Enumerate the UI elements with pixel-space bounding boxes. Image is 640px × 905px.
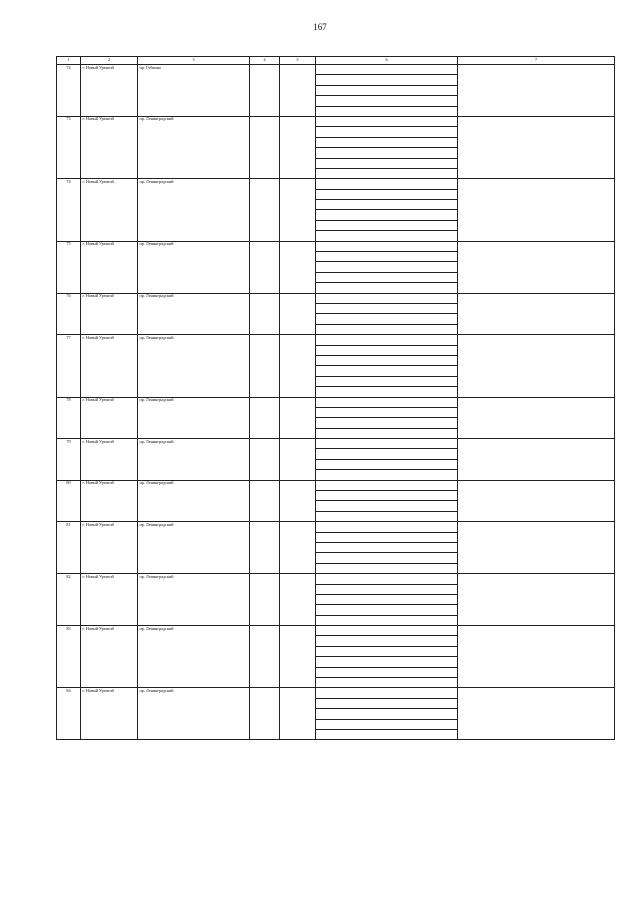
work-item-cell — [316, 439, 458, 449]
table-row — [57, 688, 615, 698]
year-cell — [280, 439, 316, 481]
work-item-cell — [316, 428, 458, 438]
work-item-cell — [316, 397, 458, 407]
work-item-cell — [316, 65, 458, 75]
code-cell — [458, 335, 615, 397]
row-number: 76 — [57, 293, 81, 335]
column-number: 3 — [138, 57, 250, 65]
year-cell — [280, 293, 316, 335]
work-item-cell — [316, 646, 458, 656]
work-item-cell — [316, 116, 458, 126]
work-item-cell — [316, 200, 458, 210]
street-cell: пр. Ленинградский — [138, 397, 250, 439]
work-item-cell — [316, 293, 458, 303]
work-item-cell — [316, 314, 458, 324]
work-item-cell — [316, 491, 458, 501]
year-cell — [280, 522, 316, 574]
work-item-cell — [316, 449, 458, 459]
code-cell — [458, 116, 615, 178]
year-cell — [280, 688, 316, 740]
code-cell — [458, 626, 615, 688]
code-cell — [458, 439, 615, 481]
work-item-cell — [316, 407, 458, 417]
work-item-cell — [316, 283, 458, 293]
house-cell — [250, 116, 280, 178]
work-item-cell — [316, 324, 458, 334]
work-item-cell — [316, 626, 458, 636]
city-cell: г. Новый Уренгой — [81, 335, 138, 397]
street-cell: пр. Ленинградский — [138, 688, 250, 740]
row-number: 79 — [57, 439, 81, 481]
work-item-cell — [316, 262, 458, 272]
work-item-cell — [316, 137, 458, 147]
table-row — [57, 480, 615, 490]
row-number: 75 — [57, 241, 81, 293]
table-row — [57, 241, 615, 251]
city-cell: г. Новый Уренгой — [81, 241, 138, 293]
work-item-cell — [316, 511, 458, 521]
work-item-cell — [316, 158, 458, 168]
work-item-cell — [316, 387, 458, 397]
row-number: 78 — [57, 397, 81, 439]
year-cell — [280, 626, 316, 688]
work-item-cell — [316, 418, 458, 428]
code-cell — [458, 241, 615, 293]
row-number: 73 — [57, 116, 81, 178]
table-row — [57, 293, 615, 303]
city-cell: г. Новый Уренгой — [81, 397, 138, 439]
street-cell: пр. Ленинградский — [138, 480, 250, 522]
table-row — [57, 335, 615, 345]
table-row — [57, 522, 615, 532]
work-item-cell — [316, 636, 458, 646]
work-item-cell — [316, 376, 458, 386]
house-cell — [250, 65, 280, 117]
year-cell — [280, 65, 316, 117]
work-item-cell — [316, 106, 458, 116]
work-item-cell — [316, 615, 458, 625]
work-item-cell — [316, 85, 458, 95]
year-cell — [280, 241, 316, 293]
row-number: 82 — [57, 574, 81, 626]
table-row — [57, 116, 615, 126]
row-number: 83 — [57, 626, 81, 688]
year-cell — [280, 335, 316, 397]
street-cell: пр. Ленинградский — [138, 241, 250, 293]
code-cell — [458, 65, 615, 117]
work-item-cell — [316, 272, 458, 282]
work-item-cell — [316, 303, 458, 313]
code-cell — [458, 688, 615, 740]
work-item-cell — [316, 688, 458, 698]
code-cell — [458, 574, 615, 626]
city-cell: г. Новый Уренгой — [81, 65, 138, 117]
work-item-cell — [316, 730, 458, 740]
city-cell: г. Новый Уренгой — [81, 116, 138, 178]
house-cell — [250, 179, 280, 241]
code-cell — [458, 480, 615, 522]
house-cell — [250, 335, 280, 397]
work-item-cell — [316, 553, 458, 563]
work-item-cell — [316, 480, 458, 490]
house-cell — [250, 293, 280, 335]
street-cell: пр. Ленинградский — [138, 522, 250, 574]
city-cell: г. Новый Уренгой — [81, 574, 138, 626]
work-item-cell — [316, 532, 458, 542]
work-item-cell — [316, 127, 458, 137]
work-item-cell — [316, 355, 458, 365]
work-item-cell — [316, 75, 458, 85]
work-item-cell — [316, 210, 458, 220]
row-number: 74 — [57, 179, 81, 241]
column-number: 1 — [57, 57, 81, 65]
house-cell — [250, 241, 280, 293]
city-cell: г. Новый Уренгой — [81, 688, 138, 740]
row-number: 81 — [57, 522, 81, 574]
table-row — [57, 65, 615, 75]
code-cell — [458, 179, 615, 241]
street-cell: пр. Ленинградский — [138, 439, 250, 481]
work-item-cell — [316, 709, 458, 719]
work-item-cell — [316, 335, 458, 345]
work-item-cell — [316, 459, 458, 469]
work-item-cell — [316, 698, 458, 708]
work-item-cell — [316, 563, 458, 573]
code-cell — [458, 397, 615, 439]
work-item-cell — [316, 470, 458, 480]
year-cell — [280, 179, 316, 241]
year-cell — [280, 116, 316, 178]
row-number: 80 — [57, 480, 81, 522]
work-item-cell — [316, 252, 458, 262]
column-number: 6 — [316, 57, 458, 65]
house-cell — [250, 626, 280, 688]
table-row — [57, 439, 615, 449]
street-cell: пр. Губкина — [138, 65, 250, 117]
table-row — [57, 626, 615, 636]
street-cell: пр. Ленинградский — [138, 574, 250, 626]
work-item-cell — [316, 220, 458, 230]
column-number-row — [57, 57, 615, 65]
work-item-cell — [316, 667, 458, 677]
house-cell — [250, 522, 280, 574]
city-cell: г. Новый Уренгой — [81, 293, 138, 335]
work-item-cell — [316, 148, 458, 158]
works-table — [56, 56, 615, 740]
street-cell: пр. Ленинградский — [138, 335, 250, 397]
work-item-cell — [316, 719, 458, 729]
year-cell — [280, 480, 316, 522]
work-item-cell — [316, 96, 458, 106]
city-cell: г. Новый Уренгой — [81, 626, 138, 688]
work-item-cell — [316, 168, 458, 178]
code-cell — [458, 293, 615, 335]
work-item-cell — [316, 605, 458, 615]
work-item-cell — [316, 241, 458, 251]
city-cell: г. Новый Уренгой — [81, 480, 138, 522]
row-number: 77 — [57, 335, 81, 397]
work-item-cell — [316, 231, 458, 241]
street-cell: пр. Ленинградский — [138, 626, 250, 688]
work-item-cell — [316, 366, 458, 376]
street-cell: пр. Ленинградский — [138, 116, 250, 178]
table-row — [57, 179, 615, 189]
row-number: 72 — [57, 65, 81, 117]
year-cell — [280, 574, 316, 626]
work-item-cell — [316, 574, 458, 584]
work-item-cell — [316, 678, 458, 688]
house-cell — [250, 480, 280, 522]
table-row — [57, 574, 615, 584]
city-cell: г. Новый Уренгой — [81, 522, 138, 574]
code-cell — [458, 522, 615, 574]
work-item-cell — [316, 657, 458, 667]
work-item-cell — [316, 189, 458, 199]
year-cell — [280, 397, 316, 439]
house-cell — [250, 688, 280, 740]
work-item-cell — [316, 522, 458, 532]
street-cell: пр. Ленинградский — [138, 293, 250, 335]
house-cell — [250, 397, 280, 439]
house-cell — [250, 574, 280, 626]
table-body — [57, 65, 615, 740]
page-number: 167 — [313, 22, 327, 32]
row-number: 84 — [57, 688, 81, 740]
city-cell: г. Новый Уренгой — [81, 179, 138, 241]
column-number: 7 — [458, 57, 615, 65]
work-item-cell — [316, 345, 458, 355]
column-number: 4 — [250, 57, 280, 65]
work-item-cell — [316, 179, 458, 189]
column-number: 2 — [81, 57, 138, 65]
work-item-cell — [316, 584, 458, 594]
work-item-cell — [316, 542, 458, 552]
city-cell: г. Новый Уренгой — [81, 439, 138, 481]
column-number: 5 — [280, 57, 316, 65]
street-cell: пр. Ленинградский — [138, 179, 250, 241]
table-row — [57, 397, 615, 407]
work-item-cell — [316, 501, 458, 511]
house-cell — [250, 439, 280, 481]
work-item-cell — [316, 594, 458, 604]
